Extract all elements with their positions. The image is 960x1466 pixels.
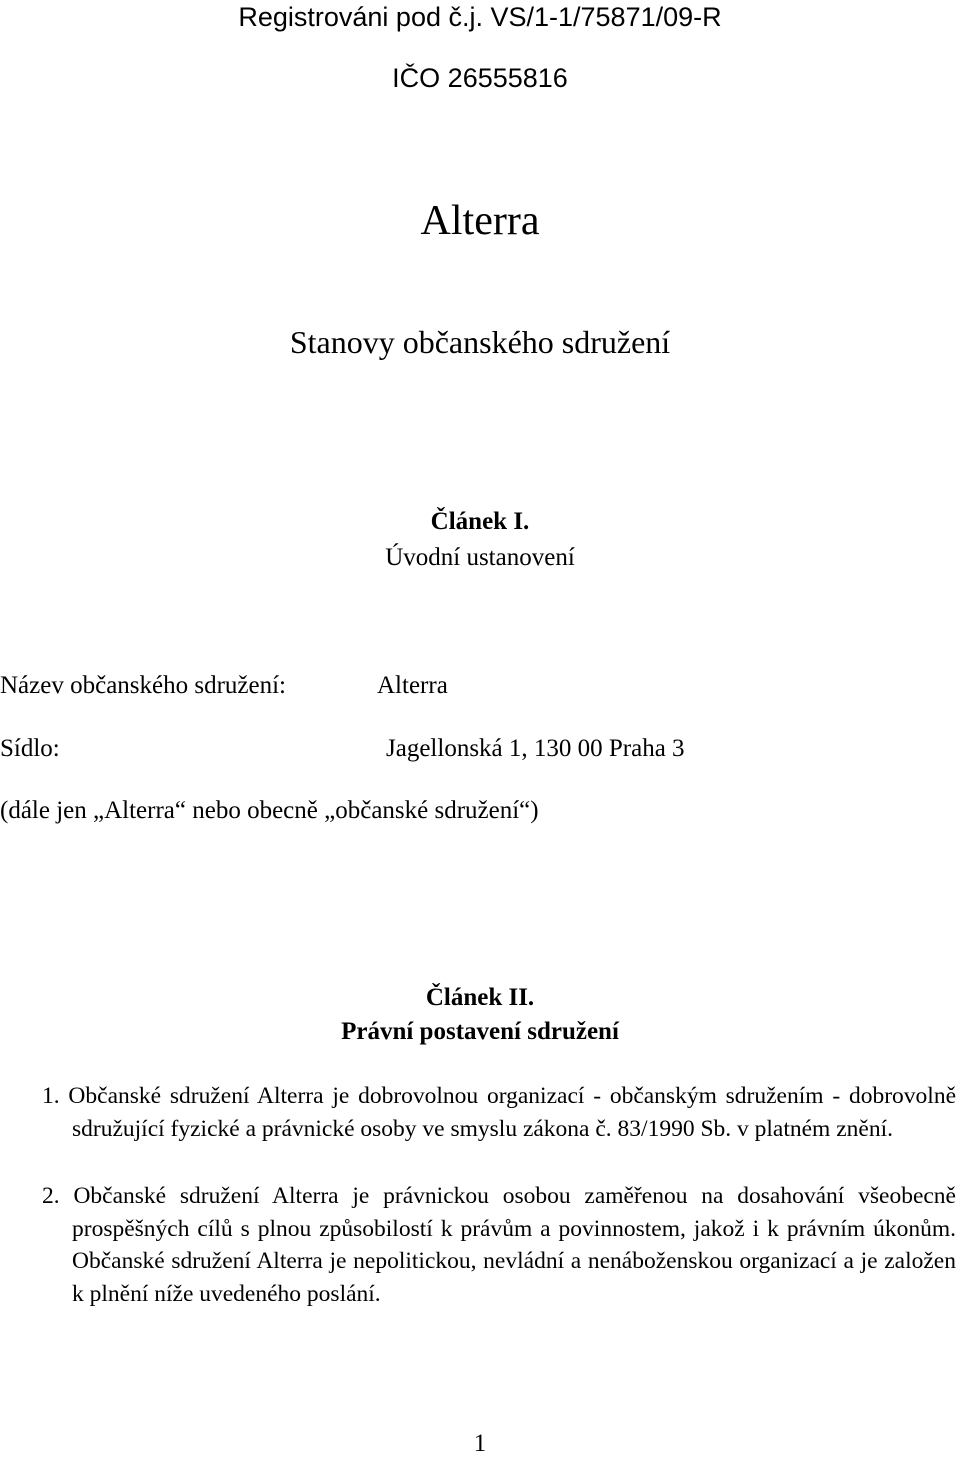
article-1-heading: Úvodní ustanovení bbox=[385, 544, 575, 571]
field-name-value: Alterra bbox=[377, 672, 448, 699]
paragraph-1: 1. Občanské sdružení Alterra je dobrovolnou organizací - občanským sdružením - dobrovolně sdružující fyzické a právnické osoby ve smyslu zákona č. 83/1990 Sb. v platném znění. bbox=[42, 1083, 956, 1142]
article-2-number: Článek II. bbox=[425, 984, 535, 1011]
article-2-heading: Právní postavení sdružení bbox=[341, 1018, 619, 1045]
paragraph-2: 2. Občanské sdružení Alterra je právnickou osobou zaměřenou na dosahování všeobecně prospěšných cílů s plnou způsobilostí k právům a povinnostem, jakož i k právním úkonům. Občanské sdružení Alterra je nepolitickou, nevládní a nenáboženskou organizací a je založen k plnění níže uvedeného poslání. bbox=[42, 1183, 956, 1307]
page-number: 1 bbox=[473, 1430, 487, 1457]
document-subtitle: Stanovy občanského sdružení bbox=[289, 324, 671, 360]
ico-number: IČO 26555816 bbox=[392, 63, 568, 93]
article-1-number: Článek I. bbox=[430, 508, 530, 535]
field-seat-label: Sídlo: bbox=[0, 735, 60, 762]
document-title: Alterra bbox=[420, 198, 540, 244]
short-name-note: (dále jen „Alterra“ nebo obecně „občanské sdružení“) bbox=[0, 797, 539, 824]
field-name-label: Název občanského sdružení: bbox=[0, 672, 286, 699]
field-seat-value: Jagellonská 1, 130 00 Praha 3 bbox=[386, 735, 685, 762]
registration-number: Registrováni pod č.j. VS/1-1/75871/09-R bbox=[238, 2, 722, 32]
